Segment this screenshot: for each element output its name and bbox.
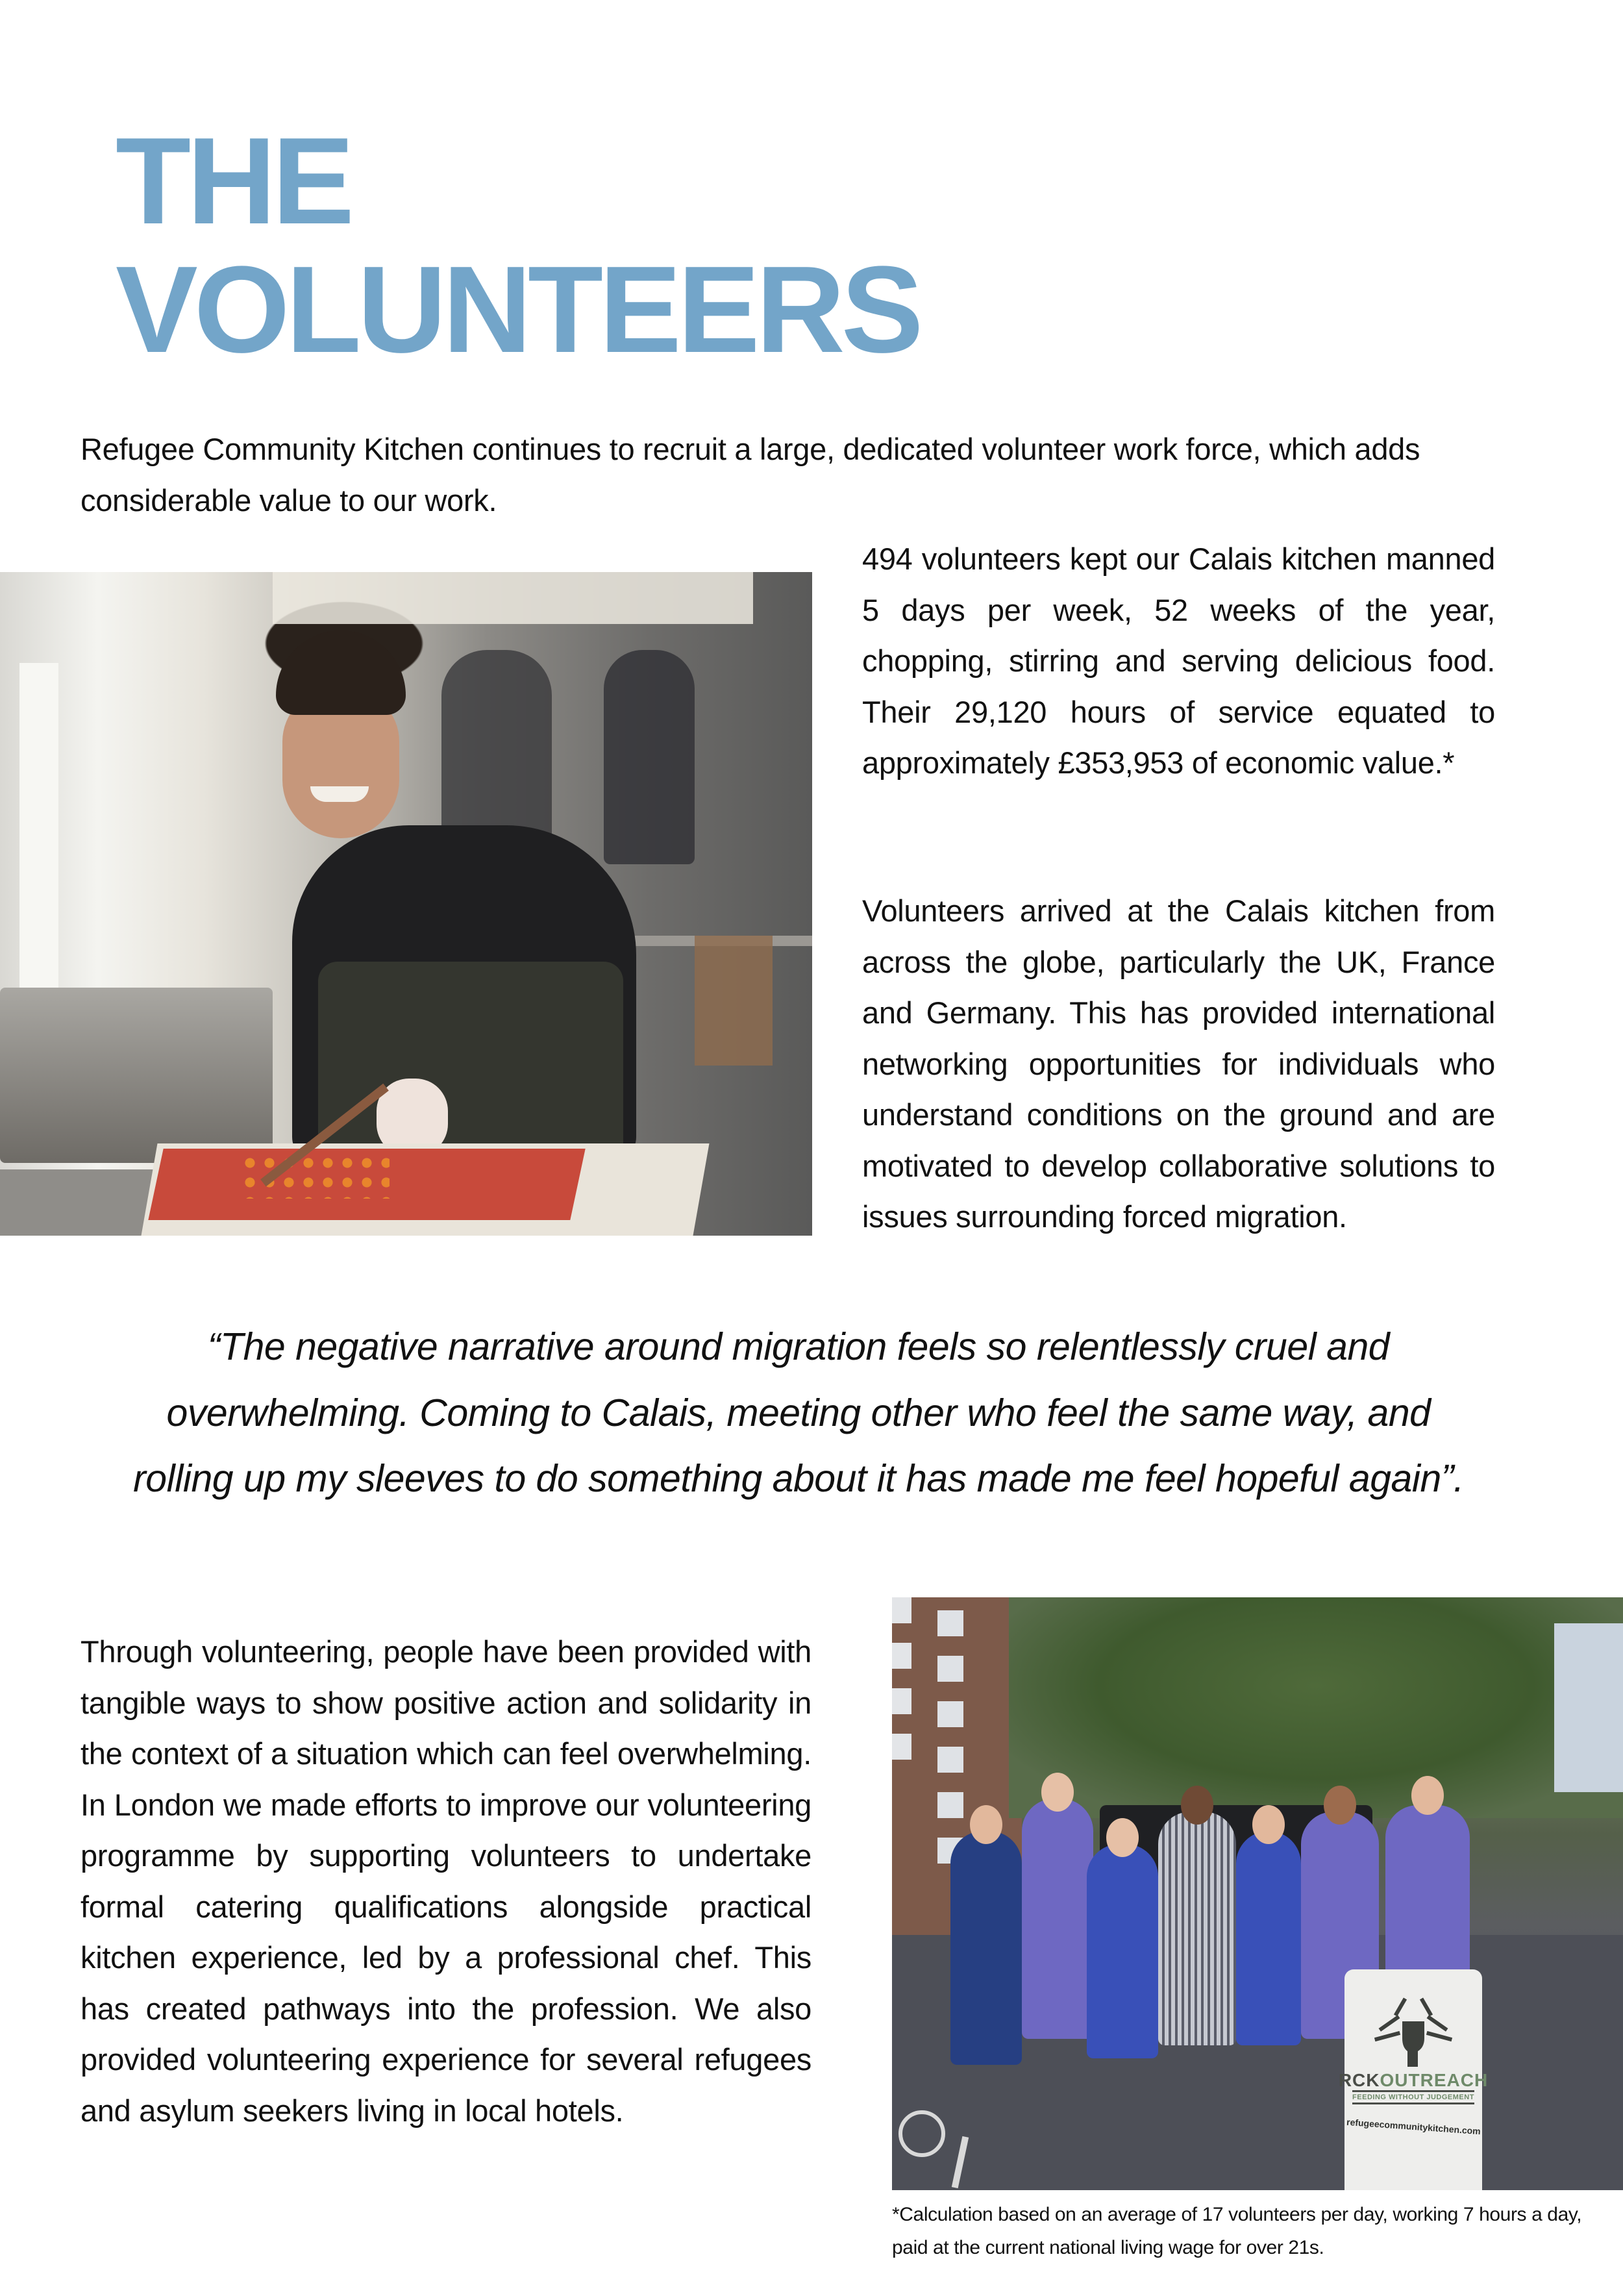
carrot-slices — [240, 1153, 390, 1199]
volunteer-face — [1324, 1786, 1356, 1825]
volunteer-face — [1252, 1805, 1285, 1844]
volunteer-1-apron — [950, 1831, 1022, 2065]
volunteer-quote: “The negative narrative around migration feels so relentlessly cruel and overwhelming. Coming to Calais, meeting other who feel the same way, and rolling up my sleeves to do something about it has made me feel hopeful again”. — [133, 1325, 1464, 1500]
steel-trays — [0, 988, 273, 1163]
volunteer-face — [970, 1805, 1002, 1844]
rck-outreach-sign — [1338, 1969, 1489, 2190]
page-title — [116, 112, 920, 379]
building-windows — [892, 1597, 911, 1766]
building-windows — [937, 1610, 963, 1870]
page-title-line-1: THE — [116, 112, 351, 250]
sign-brand: RCKOUTREACH — [1338, 2070, 1489, 2090]
intro-paragraph: Refugee Community Kitchen continues to recruit a large, dedicated volunteer work force, which adds considerable value to our work. — [81, 432, 1420, 518]
volunteer-smile — [310, 786, 369, 802]
calculation-footnote: *Calculation based on an average of 17 volunteers per day, working 7 hours a day, paid at the current national living wage for over 21s. — [892, 2204, 1582, 2258]
glass-building — [1554, 1623, 1623, 1792]
background-person — [604, 650, 695, 864]
steel-pan — [0, 1169, 162, 1236]
raised-fist-icon — [1371, 1995, 1456, 2067]
volunteer-2-apron — [1022, 1799, 1093, 2039]
volunteer-face — [1181, 1786, 1213, 1825]
kitchen-volunteer-photo — [0, 572, 812, 1236]
volunteer-5-apron — [1236, 1831, 1301, 2045]
volunteer-hair — [276, 630, 406, 715]
background-sign — [273, 572, 753, 624]
page-title-line-2: VOLUNTEERS — [116, 241, 920, 379]
volunteer-face — [1106, 1818, 1139, 1857]
outreach-team-photo — [892, 1597, 1623, 2190]
volunteer-4-striped-apron — [1158, 1812, 1236, 2045]
volunteer-face — [1411, 1776, 1444, 1815]
road-bike-marking — [898, 2110, 945, 2157]
tree-canopy — [1009, 1597, 1623, 1818]
sign-url: refugeecommunitykitchen.com — [1346, 2116, 1481, 2137]
cardboard-box — [695, 936, 773, 1066]
calais-stats-paragraph: 494 volunteers kept our Calais kitchen manned 5 days per week, 52 weeks of the year, chopping, stirring and serving delicious food. Their 29,120 hours of service equated to approximately £353,953 of economic value.* — [862, 542, 1495, 780]
calais-international-paragraph: Volunteers arrived at the Calais kitchen from across the globe, particularly the UK, France and Germany. This has provided international networking opportunities for individuals who understand conditions on the ground and are motivated to develop collaborative solutions to issues surrounding forced migration. — [862, 893, 1495, 1234]
sign-tagline: FEEDING WITHOUT JUDGEMENT — [1352, 2090, 1474, 2104]
volunteer-3-apron — [1087, 1844, 1158, 2058]
volunteer-face — [1041, 1773, 1074, 1812]
london-paragraph: Through volunteering, people have been provided with tangible ways to show positive action and solidarity in the context of a situation which can feel overwhelming. In London we made efforts to improve our volunteering programme by supporting volunteers to undertake formal catering qualifications alongside practical kitchen experience, led by a professional chef. This has created pathways into the profession. We also provided volunteering experience for several refugees and asylum seekers living in local hotels. — [81, 1634, 812, 2128]
